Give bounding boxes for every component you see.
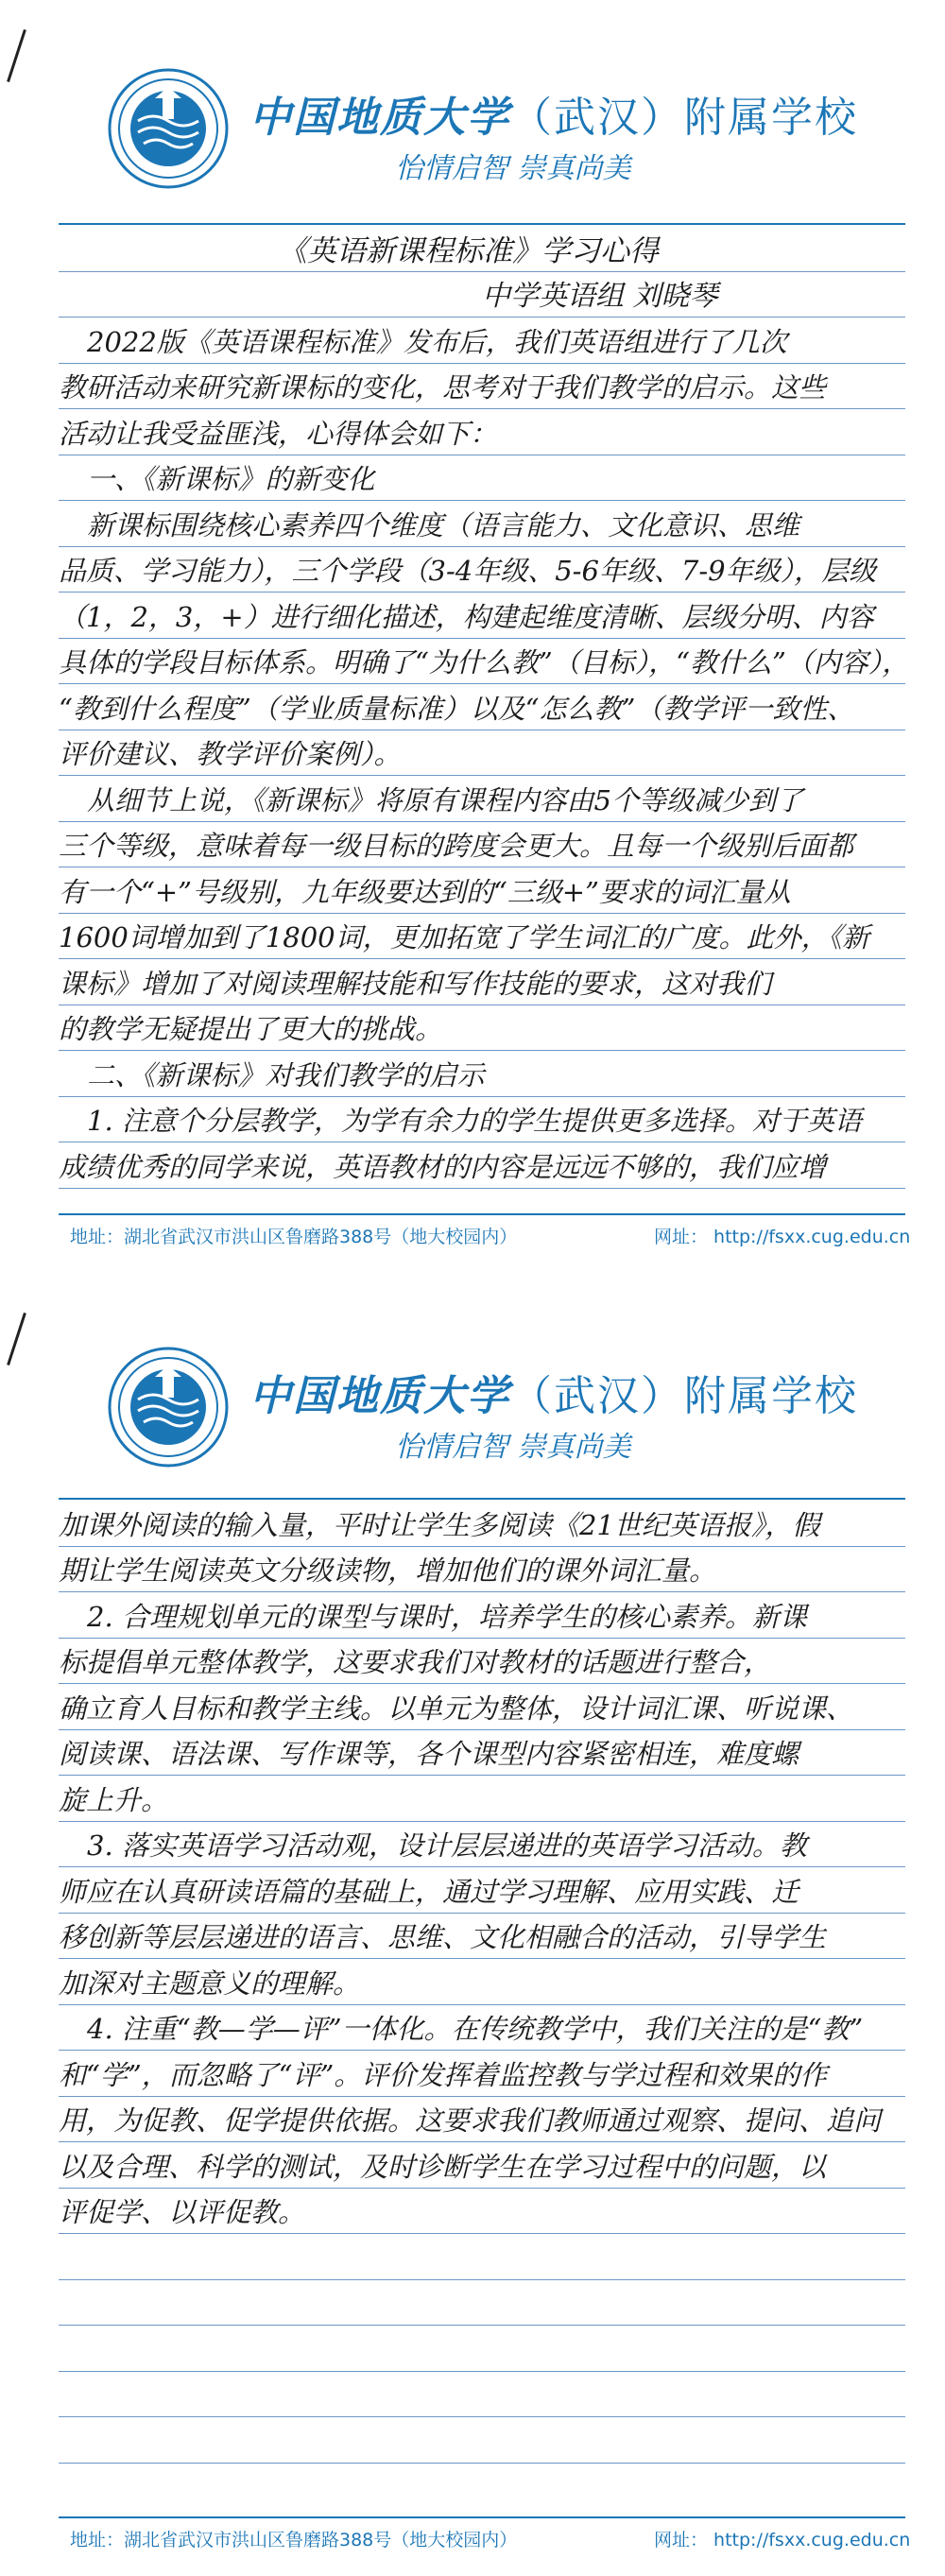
school-name-main: 中国地质大学 [249, 1372, 510, 1420]
ruled-line [59, 913, 905, 914]
ruled-line [59, 1866, 905, 1867]
handwritten-line: 以及合理、科学的测试，及时诊断学生在学习过程中的问题，以 [59, 2150, 827, 2183]
school-name [249, 83, 858, 144]
letter-page-2 [0, 1288, 945, 2576]
school-motto: 怡情启智 崇真尚美 [395, 152, 631, 185]
ruled-line [59, 1729, 905, 1730]
handwritten-line: 和“学”，而忽略了“评”。评价发挥着监控教与学过程和效果的作 [59, 2058, 828, 2091]
footer-website: 网址： http://fsxx.cug.edu.cn [654, 1227, 911, 1247]
handwritten-line: 4. 注重“教—学—评”一体化。在传统教学中，我们关注的是“教” [87, 2013, 864, 2045]
ruled-line [59, 1546, 905, 1547]
ruled-line [59, 1775, 905, 1776]
footer-rule [59, 2516, 905, 2518]
handwritten-line: 课标》增加了对阅读理解技能和写作技能的要求，这对我们 [59, 967, 772, 1000]
lined-area [59, 225, 910, 1201]
ruled-line [59, 1683, 905, 1684]
ruled-line [59, 2004, 905, 2005]
handwritten-line: 2022版《英语课程标准》发布后，我们英语组进行了几次 [87, 325, 787, 358]
ruled-line [59, 2416, 905, 2417]
ruled-line [59, 2463, 905, 2464]
handwritten-line: 1. 注意个分层教学，为学有余力的学生提供更多选择。对于英语 [87, 1105, 862, 1137]
handwritten-line: 一、《新课标》的新变化 [87, 463, 375, 495]
ruled-line [59, 1591, 905, 1592]
handwritten-line: 评促学、以评促教。 [59, 2196, 306, 2228]
pen-mark [7, 29, 26, 82]
essay-author: 中学英语组 刘晓琴 [482, 280, 718, 313]
ruled-line [59, 1958, 905, 1959]
ruled-line [59, 958, 905, 959]
handwritten-line: 具体的学段目标体系。明确了“为什么教”（目标），“教什么”（内容）， [59, 646, 910, 678]
handwritten-line: 确立育人目标和教学主线。以单元为整体，设计词汇课、听说课、 [59, 1692, 854, 1725]
footer-address: 地址：湖北省武汉市洪山区鲁磨路388号（地大校园内） [70, 2530, 518, 2550]
ruled-line [59, 2096, 905, 2097]
school-name-suffix: （武汉）附属学校 [510, 1372, 858, 1420]
footer-address: 地址：湖北省武汉市洪山区鲁磨路388号（地大校园内） [70, 1227, 518, 1247]
handwritten-line: 新课标围绕核心素养四个维度（语言能力、文化意识、思维 [87, 508, 800, 541]
ruled-line [59, 546, 905, 547]
handwritten-line: 从细节上说，《新课标》将原有课程内容由5个等级减少到了 [87, 783, 803, 816]
handwritten-line: （1，2，3，+）进行细化描述，构建起维度清晰、层级分明、内容 [59, 600, 874, 633]
school-emblem-icon [106, 66, 231, 191]
ruled-line [59, 683, 905, 684]
handwritten-line: 的教学无疑提出了更大的挑战。 [59, 1013, 443, 1045]
handwritten-line: 有一个“+”号级别，九年级要达到的“三级+”要求的词汇量从 [59, 875, 791, 908]
handwritten-line: 加深对主题意义的理解。 [59, 1966, 361, 2000]
ruled-line [59, 638, 905, 639]
letterhead-footer [59, 1213, 911, 1251]
letterhead-footer [59, 2516, 911, 2554]
ruled-line [59, 408, 905, 409]
handwritten-line: 教研活动来研究新课标的变化，思考对于我们教学的启示。这些 [59, 371, 827, 404]
handwritten-line: 1600词增加到了1800词，更加拓宽了学生词汇的广度。此外，《新 [59, 921, 870, 953]
handwritten-line: 2. 合理规划单元的课型与课时，培养学生的核心素养。新课 [87, 1600, 807, 1633]
school-name-main: 中国地质大学 [249, 94, 510, 142]
ruled-line [59, 363, 905, 364]
handwritten-line: 品质、学习能力），三个学段（3-4年级、5-6年级、7-9年级），层级 [59, 555, 877, 587]
ruled-line [59, 2233, 905, 2234]
ruled-line [59, 271, 905, 272]
ruled-line [59, 775, 905, 776]
school-emblem-icon [106, 1345, 231, 1469]
lined-area [59, 1500, 905, 2495]
handwritten-line: 成绩优秀的同学来说，英语教材的内容是远远不够的，我们应增 [59, 1150, 827, 1183]
ruled-line [59, 1188, 905, 1189]
ruled-line [59, 1096, 905, 1097]
ruled-line [59, 2279, 905, 2280]
handwritten-line: 师应在认真研读语篇的基础上，通过学习理解、应用实践、迁 [59, 1875, 799, 1908]
ruled-line [59, 500, 905, 501]
handwritten-line: 阅读课、语法课、写作课等，各个课型内容紧密相连，难度螺 [59, 1738, 799, 1770]
ruled-line [59, 1050, 905, 1051]
handwritten-line: 二、《新课标》对我们教学的启示 [87, 1058, 485, 1091]
ruled-line [59, 2371, 905, 2372]
ruled-line [59, 2141, 905, 2142]
handwritten-line: 移创新等层层递进的语言、思维、文化相融合的活动，引导学生 [59, 1921, 827, 1953]
handwritten-line: 三个等级，意味着每一级目标的跨度会更大。且每一个级别后面都 [59, 830, 854, 862]
school-motto: 怡情启智 崇真尚美 [395, 1431, 631, 1464]
footer-rule [59, 1213, 905, 1215]
handwritten-line: 用，为促教、促学提供依据。这要求我们教师通过观察、提问、追问 [59, 2104, 882, 2137]
ruled-line [59, 2188, 905, 2189]
handwritten-line: 期让学生阅读英文分级读物，增加他们的课外词汇量。 [59, 1554, 717, 1587]
handwritten-line: “教到什么程度”（学业质量标准）以及“怎么教”（教学评一致性、 [59, 692, 855, 725]
essay-title: 《英语新课程标准》学习心得 [278, 233, 659, 268]
pen-mark [7, 1313, 26, 1365]
ruled-line [59, 1638, 905, 1639]
handwritten-line: 活动让我受益匪浅，心得体会如下： [59, 417, 498, 450]
footer-website: 网址： http://fsxx.cug.edu.cn [654, 2530, 911, 2550]
handwritten-line: 标提倡单元整体教学，这要求我们对教材的话题进行整合， [59, 1646, 772, 1678]
ruled-line [59, 1913, 905, 1914]
handwritten-line: 3. 落实英语学习活动观，设计层层递进的英语学习活动。教 [87, 1829, 807, 1862]
school-name-suffix: （武汉）附属学校 [510, 94, 858, 142]
ruled-line [59, 2050, 905, 2051]
ruled-line [59, 1821, 905, 1822]
handwritten-line: 评价建议、教学评价案例）。 [59, 738, 402, 770]
ruled-line [59, 317, 905, 318]
ruled-line [59, 2325, 905, 2326]
handwritten-line: 加课外阅读的输入量，平时让学生多阅读《21世纪英语报》，假 [59, 1508, 820, 1541]
school-name [249, 1362, 858, 1422]
handwritten-line: 旋上升。 [59, 1783, 169, 1816]
ruled-line [59, 821, 905, 822]
